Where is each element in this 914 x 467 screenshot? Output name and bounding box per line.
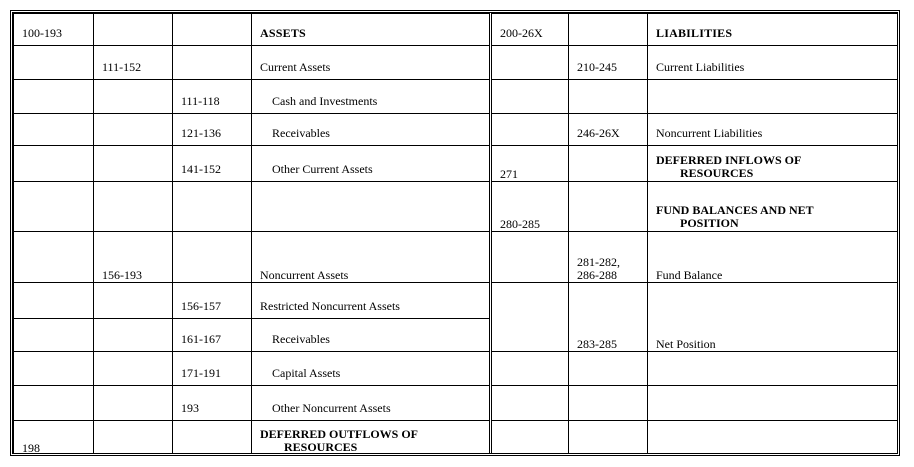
asset-label [252,14,491,46]
liability-code-level2: 246-26X [569,114,648,146]
liability-code-level2: 281-282, 286-288 [569,232,648,283]
table-row [14,14,898,46]
asset-label [252,421,491,456]
liability-code-level2: 210-245 [569,46,648,80]
asset-code-level3: 111-118 [173,80,252,114]
asset-label: Receivables [252,114,491,146]
asset-code-level3: 193 [173,386,252,421]
asset-code-level3: 171-191 [173,352,252,386]
table-row [14,182,898,232]
asset-label: Other Noncurrent Assets [252,386,491,421]
asset-code-level1: 100-193 [14,14,94,46]
liability-code-level2: 283-285 [569,283,648,352]
table-row [14,114,898,146]
asset-code-level1: 198 [14,421,94,456]
asset-code-level2: 156-193 [94,232,173,283]
deferred-outflows-heading: DEFERRED OUTFLOWS OF RESOURCES [260,427,419,454]
asset-label: Other Current Assets [252,146,491,182]
table-row [14,146,898,182]
deferred-inflows-heading: DEFERRED INFLOWS OF RESOURCES [656,153,802,180]
liability-label: Noncurrent Liabilities [648,114,898,146]
table-row [14,283,898,319]
assets-heading: ASSETS [260,26,306,40]
liability-code-level1: 200-26X [491,14,569,46]
liabilities-heading: LIABILITIES [656,26,733,40]
table-row [14,421,898,456]
liability-code-level1: 271 [491,146,569,182]
table-row [14,232,898,283]
liability-code-level1: 280-285 [491,182,569,232]
asset-label: Current Assets [252,46,491,80]
table-row [14,46,898,80]
liability-label [648,182,898,232]
table-row [14,352,898,386]
table-row [14,386,898,421]
liability-label [648,14,898,46]
liability-label [648,146,898,182]
liability-label: Current Liabilities [648,46,898,80]
asset-label: Cash and Investments [252,80,491,114]
asset-code-level3 [173,14,252,46]
asset-code-level2 [94,14,173,46]
asset-label: Noncurrent Assets [252,232,491,283]
liability-code-level2 [569,14,648,46]
asset-code-level2: 111-152 [94,46,173,80]
asset-label: Receivables [252,319,491,352]
asset-label: Capital Assets [252,352,491,386]
asset-code-level3: 161-167 [173,319,252,352]
asset-label: Restricted Noncurrent Assets [252,283,491,319]
asset-code-level3: 121-136 [173,114,252,146]
asset-code-level3: 141-152 [173,146,252,182]
table-row [14,80,898,114]
chart-of-accounts-table [10,10,900,456]
fund-balances-heading: FUND BALANCES AND NET POSITION [656,203,814,230]
asset-code-level3: 156-157 [173,283,252,319]
liability-label: Net Position [648,283,898,352]
accounts-grid [13,13,898,456]
liability-label: Fund Balance [648,232,898,283]
